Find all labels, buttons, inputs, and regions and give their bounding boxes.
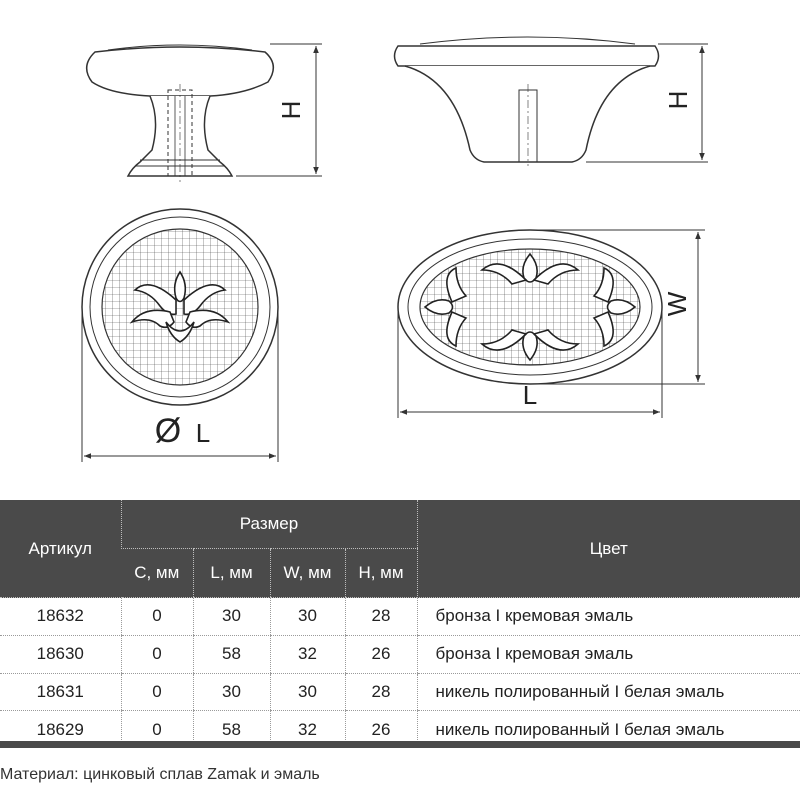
cell-c: 0 [121,711,193,748]
cell-article: 18630 [0,635,121,673]
table-bottom-bar [0,741,800,748]
round-knob-top-view [82,209,278,405]
cell-h: 26 [345,635,417,673]
header-color: Цвет [417,500,800,598]
table-header [0,500,800,598]
oval-knob-side-view [395,37,659,166]
length-label: L [522,380,538,410]
cell-color: бронза I кремовая эмаль [417,598,800,636]
diameter-symbol: Ø [154,412,182,450]
cell-w: 32 [270,635,345,673]
header-h: H, мм [345,549,417,598]
cell-w: 30 [270,598,345,636]
cell-h: 28 [345,673,417,711]
width-label: W [661,291,692,317]
cell-color: никель полированный I белая эмаль [417,711,800,748]
cell-h: 26 [345,711,417,748]
round-knob-side-view [87,45,274,182]
header-size-group: Размер [121,500,417,549]
diameter-letter: L [195,418,211,448]
cell-article: 18631 [0,673,121,711]
cell-article: 18632 [0,598,121,636]
cell-article: 18629 [36,719,84,739]
header-c: C, мм [121,549,193,598]
header-w: W, мм [270,549,345,598]
cell-l: 58 [193,635,270,673]
specification-table [0,500,800,748]
cell-c: 0 [121,598,193,636]
cell-h: 28 [345,598,417,636]
table-row [0,598,800,636]
height-label-side: H [662,90,693,110]
cell-w: 32 [270,711,345,748]
cell-l: 58 [193,711,270,748]
cell-w: 30 [270,673,345,711]
cell-c: 0 [121,673,193,711]
cell-color: никель полированный I белая эмаль [417,673,800,711]
cell-l: 30 [193,673,270,711]
table-row [0,635,800,673]
header-l: L, мм [193,549,270,598]
cell-l: 30 [193,598,270,636]
table-row [0,673,800,711]
cell-c: 0 [121,635,193,673]
cell-color: бронза I кремовая эмаль [417,635,800,673]
oval-knob-top-view [398,230,662,384]
header-article: Артикул [0,500,121,598]
material-note: Материал: цинковый сплав Zamak и эмаль [0,766,320,783]
height-label-front: H [275,100,306,120]
